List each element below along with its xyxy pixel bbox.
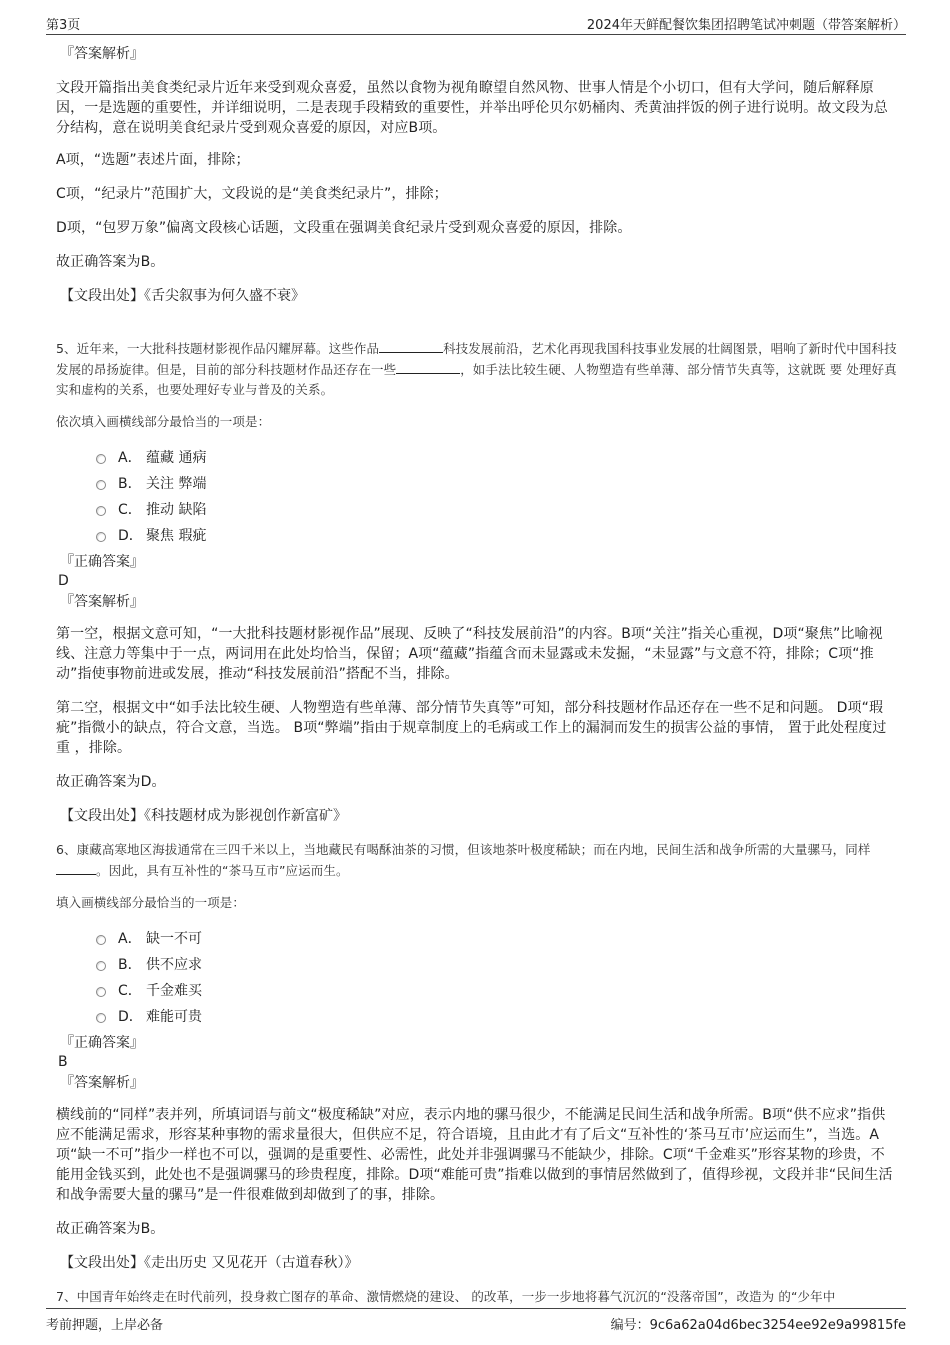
q4-source: 【文段出处】《舌尖叙事为何久盛不衰》 [60,288,305,304]
radio-icon[interactable] [96,532,106,542]
q6-option-d[interactable]: D． 难能可贵 [96,1003,898,1029]
q6-answer-label: 『正确答案』 [60,1035,144,1051]
q6-analysis-1: 横线前的“同样”表并列，所填词语与前文“极度稀缺”对应，表示内地的骡马很少，不能满足民间生活和战争所需。B项“供不应求”指供应不能满足需求，形容某种事物的需求量很大，但供应不足，符合语境，且由此才有了后文“互补性的‘茶马互市’应运而生”，当选。A项“缺一不可”指少一样也不可以，强调的是重要性、必需性，此处并非强调骡马不能缺少，排除。C项“千金难买”形容某物的珍贵，不能用金钱买到，此处也不是强调骡马的珍贵程度，排除。D项“难能可贵”指难以做到的事情居然做到了，值得珍视，文段并非“民间生活和战争需要大量的骡马”是一件很难做到却做到了的事，排除。 [56,1107,893,1203]
q6-stem: 6、康藏高寒地区海拔通常在三四千米以上，当地藏民有喝酥油茶的习惯，但该地茶叶极度稀缺；而在内地，民间生活和战争所需的大量骡马，同样。因此，具有互补性的“茶马互市”应运而生。 [56,842,871,878]
q4-analysis-c: C项，“纪录片”范围扩大，文段说的是“美食类纪录片”，排除； [56,186,448,202]
q5-analysis-label: 『答案解析』 [60,594,144,610]
q6-option-a[interactable]: A． 缺一不可 [96,925,898,951]
q6-option-b[interactable]: B． 供不应求 [96,951,898,977]
q6-options [96,925,898,1029]
q5-source: 【文段出处】《科技题材成为影视创作新富矿》 [60,808,347,824]
q6-source: 【文段出处】《走出历史 又见花开（古道春秋）》 [60,1255,359,1271]
q6-prompt: 填入画横线部分最恰当的一项是： [56,895,246,910]
radio-icon[interactable] [96,454,106,464]
q5-conclusion: 故正确答案为D。 [56,774,166,790]
q5-option-a[interactable]: A． 蕴藏 通病 [96,444,898,470]
q6-analysis-label: 『答案解析』 [60,1075,144,1091]
q5-analysis-2: 第二空，根据文中“如手法比较生硬、人物塑造有些单薄、部分情节失真等”可知，部分科技题材作品还存在一些不足和问题。 D项“瑕疵”指微小的缺点，符合文意，当选。 B项“弊端”指由于规章制度上的毛病或工作上的漏洞而发生的损害公益的事情， 置于此处程度过重 ，排除。 [56,700,887,756]
q6-option-c[interactable]: C． 千金难买 [96,977,898,1003]
q6-answer: B [58,1054,68,1070]
q5-blank-2 [396,359,460,374]
q5-answer: D [58,573,69,589]
q5-option-b[interactable]: B． 关注 弊端 [96,470,898,496]
q6-blank [56,860,96,875]
page-number: 第3页 [46,18,81,33]
q4-analysis-d: D项，“包罗万象”偏离文段核心话题，文段重在强调美食纪录片受到观众喜爱的原因，排除。 [56,220,632,236]
q5-stem: 5、近年来，一大批科技题材影视作品闪耀屏幕。这些作品 科技发展前沿，艺术化再现我国科技事业发展的壮阔图景，唱响了新时代中国科技发展的昂扬旋律。但是，目前的部分科技题材作品还存在一些 ，如手法比较生硬、人物塑造有些单薄、部分情节失真等，这就既 要 处理好真实和虚构的关系，也要处理好专业与普及的关系。 [56,338,898,400]
q7-stem: 7、中国青年始终走在时代前列，投身救亡图存的革命、激情燃烧的建设、 的改革，一步一步地将暮气沉沉的“没落帝国”，改造为 的“少年中 [56,1289,836,1304]
radio-icon[interactable] [96,506,106,516]
q4-conclusion: 故正确答案为B。 [56,254,165,270]
radio-icon[interactable] [96,1013,106,1023]
q5-option-d[interactable]: D． 聚焦 瑕疵 [96,522,898,548]
q5-answer-label: 『正确答案』 [60,554,144,570]
radio-icon[interactable] [96,961,106,971]
page-content [56,44,898,1307]
q5-blank-1 [379,338,443,353]
radio-icon[interactable] [96,935,106,945]
page-footer [46,1308,906,1333]
q5-prompt: 依次填入画横线部分最恰当的一项是： [56,414,271,429]
radio-icon[interactable] [96,480,106,490]
footer-slogan: 考前押题，上岸必备 [46,1318,164,1333]
q4-analysis-text: 文段开篇指出美食类纪录片近年来受到观众喜爱，虽然以食物为视角瞭望自然风物、世事人情是个小切口，但有大学问，随后解释原因，一是选题的重要性，并详细说明，二是表现手段精致的重要性，并举出呼伦贝尔奶桶肉、秃黄油拌饭的例子进行说明。故文段为总分结构，意在说明美食纪录片受到观众喜爱的原因，对应B项。 [56,80,888,136]
q4-analysis-label: 『答案解析』 [60,46,144,62]
document-title: 2024年天鲜配餐饮集团招聘笔试冲刺题（带答案解析） [586,18,906,33]
q5-analysis-1: 第一空，根据文意可知，“一大批科技题材影视作品”展现、反映了“科技发展前沿”的内容。B项“关注”指关心重视，D项“聚焦”比喻视线、注意力等集中于一点，两词用在此处均恰当，保留；A项“蕴藏”指蕴含而未显露或未发掘，“未显露”与文意不符，排除；C项“推动”指使事物前进或发展，推动“科技发展前沿”搭配不当，排除。 [56,626,883,682]
document-code: 编号：9c6a62a04d6bec3254ee92e9a99815fe [610,1318,906,1333]
q5-option-c[interactable]: C． 推动 缺陷 [96,496,898,522]
q4-analysis-a: A项，“选题”表述片面，排除； [56,152,250,168]
radio-icon[interactable] [96,987,106,997]
q6-conclusion: 故正确答案为B。 [56,1221,165,1237]
page-header [46,12,906,35]
q5-options [96,444,898,548]
